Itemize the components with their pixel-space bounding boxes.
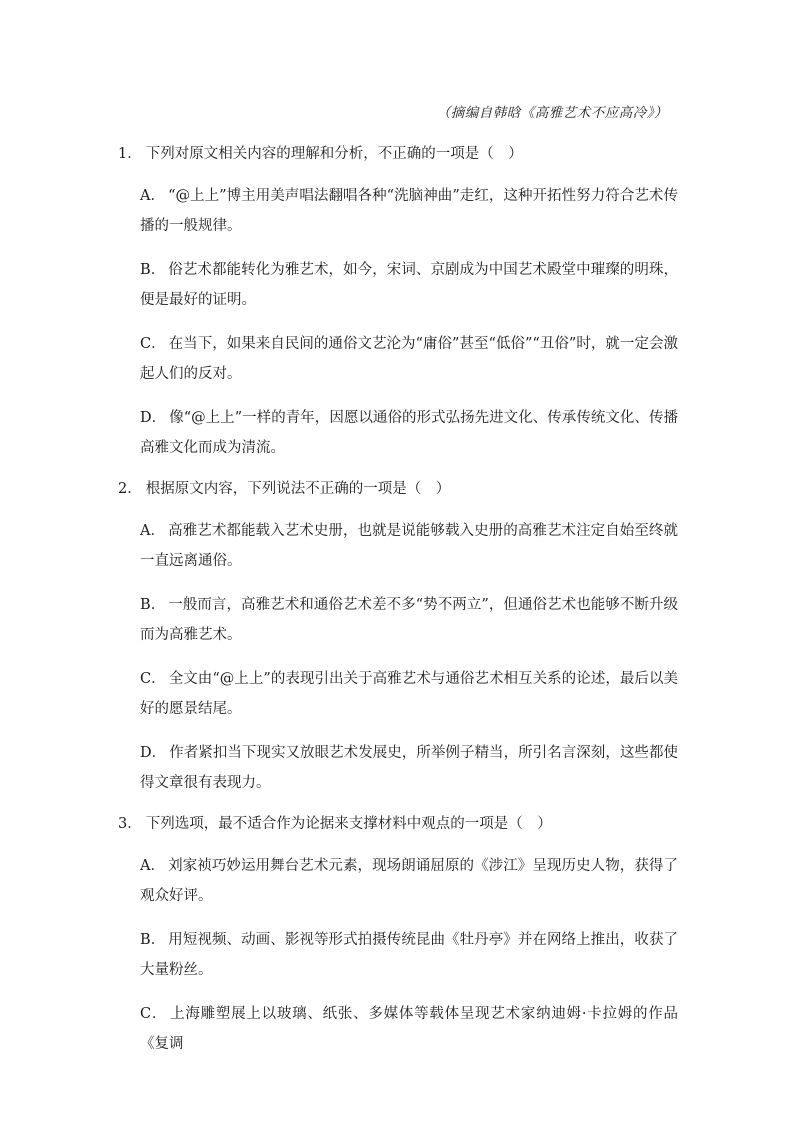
option-letter: B． (140, 932, 166, 948)
option-letter: A． (140, 188, 166, 204)
option-text: 作者紧扣当下现实又放眼艺术发展史，所举例子精当，所引名言深刻，这些都使得文章很有表现力。 (140, 745, 678, 791)
option-text: 在当下，如果来自民间的通俗文艺沦为“庸俗”甚至“低俗”“丑俗”时，就一定会激起人们的反对。 (140, 336, 678, 382)
option-c (140, 999, 678, 1059)
option-text: 全文由“@上上”的表现引出关于高雅艺术与通俗艺术相互关系的论述，最后以美好的愿景结尾。 (140, 671, 678, 717)
question-stem (118, 812, 678, 836)
option-text: 高雅艺术都能载入艺术史册，也就是说能够载入史册的高雅艺术注定自始至终就一直远离通俗。 (140, 523, 678, 569)
option-c (140, 664, 678, 724)
question-stem (118, 142, 678, 166)
option-text: “@上上”博主用美声唱法翻唱各种“洗脑神曲”走红，这种开拓性努力符合艺术传播的一般规律。 (140, 188, 678, 234)
option-letter: C． (140, 671, 166, 687)
option-text: 像“@上上”一样的青年，因愿以通俗的形式弘扬先进文化、传承传统文化、传播高雅文化而成为清流。 (140, 410, 678, 456)
question-list (118, 142, 678, 1073)
question-number: 1． (118, 146, 142, 162)
question-1 (118, 142, 678, 463)
option-text: 一般而言，高雅艺术和通俗艺术差不多“势不两立”，但通俗艺术也能够不断升级而为高雅艺术。 (140, 597, 678, 643)
option-a (140, 516, 678, 576)
question-number: 2． (118, 481, 142, 497)
question-text: 下列对原文相关内容的理解和分析，不正确的一项是（ ） (145, 146, 523, 162)
question-stem (118, 477, 678, 501)
option-b (140, 925, 678, 985)
question-number: 3． (118, 816, 142, 832)
question-2 (118, 477, 678, 798)
source-citation: （摘编自韩晗《高雅艺术不应高冷》） (436, 105, 668, 121)
option-d (140, 403, 678, 463)
option-letter: B． (140, 262, 166, 278)
option-letter: A． (140, 523, 166, 539)
option-letter: D． (140, 745, 167, 761)
question-text: 下列选项，最不适合作为论据来支撑材料中观点的一项是（ ） (145, 816, 552, 832)
option-a (140, 181, 678, 241)
option-c (140, 329, 678, 389)
option-letter: C． (140, 336, 166, 352)
option-a (140, 851, 678, 911)
option-text: 上海雕塑展上以玻璃、纸张、多媒体等载体呈现艺术家纳迪姆·卡拉姆的作品《复调 (140, 1006, 678, 1052)
question-3 (118, 812, 678, 1059)
option-text: 用短视频、动画、影视等形式拍摄传统昆曲《牡丹亭》并在网络上推出，收获了大量粉丝。 (140, 932, 679, 978)
option-letter: D． (140, 410, 167, 426)
option-letter: B． (140, 597, 166, 613)
option-letter: C． (140, 1006, 168, 1022)
question-text: 根据原文内容，下列说法不正确的一项是（ ） (145, 481, 451, 497)
option-text: 刘家祯巧妙运用舞台艺术元素，现场朗诵屈原的《涉江》呈现历史人物，获得了观众好评。 (140, 858, 678, 904)
option-letter: A． (140, 858, 166, 874)
option-text: 俗艺术都能转化为雅艺术，如今，宋词、京剧成为中国艺术殿堂中璀璨的明珠，便是最好的证明。 (140, 262, 679, 308)
option-b (140, 255, 678, 315)
option-d (140, 738, 678, 798)
option-b (140, 590, 678, 650)
